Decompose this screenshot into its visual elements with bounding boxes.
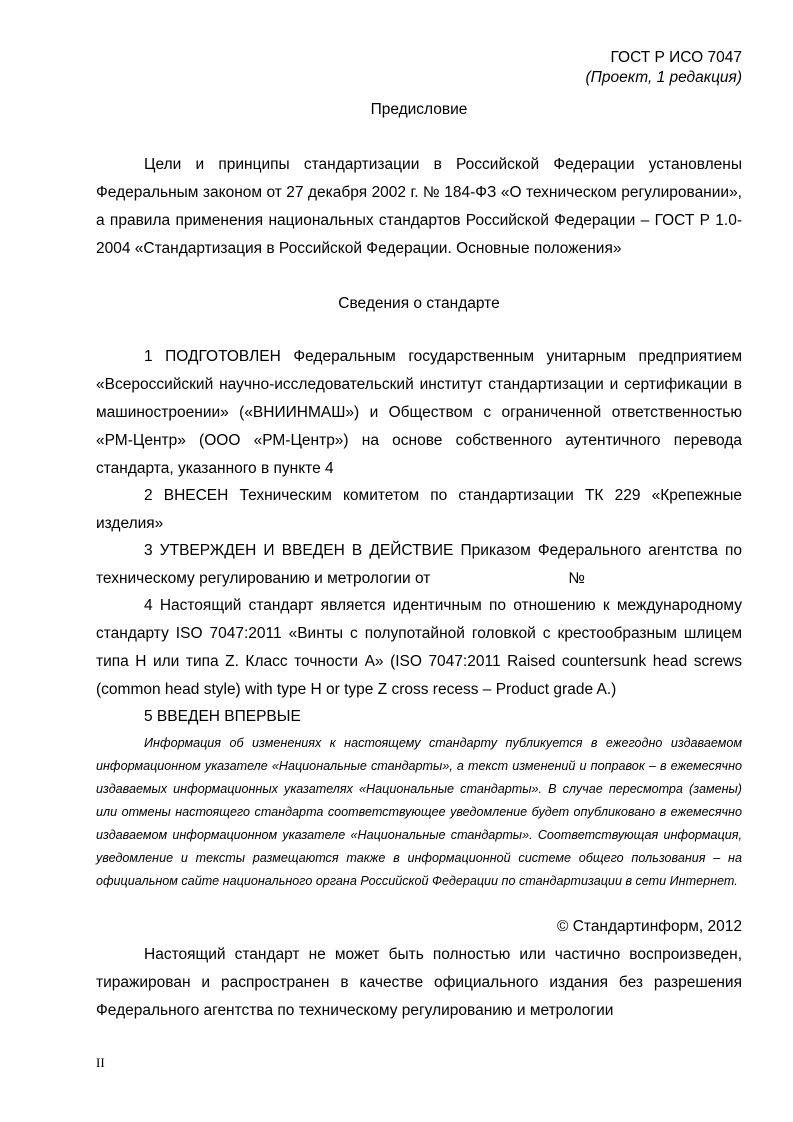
reproduction-notice: Настоящий стандарт не может быть полностью или частично воспроизведен, тиражирован и распространен в качестве официального издания без разрешения Федерального агентства по техническому регулированию и метрологии <box>96 946 742 1019</box>
foreword-title: Предисловие <box>370 101 468 118</box>
copyright-notice: © Стандартинформ, 2012 <box>556 918 742 935</box>
standard-info-title: Сведения о стандарте <box>338 295 500 312</box>
info-item-3 <box>96 537 742 593</box>
document-header <box>585 48 742 88</box>
draft-edition-note: (Проект, 1 редакция) <box>585 69 742 86</box>
info-item-2: 2 ВНЕСЕН Техническим комитетом по стандартизации ТК 229 «Крепежные изделия» <box>96 487 742 532</box>
info-item-4: 4 Настоящий стандарт является идентичным по отношению к международному стандарту ISO 7047:2011 «Винты с полупотайной головкой с крестообразным шлицем типа H или типа Z. Класс точности A» (ISO 7047:2011 Raised countersunk head screws (common head style) with type H or type Z cross recess – Product grade A.) <box>96 597 742 698</box>
standard-designation: ГОСТ Р ИСО 7047 <box>610 49 742 66</box>
info-item-1: 1 ПОДГОТОВЛЕН Федеральным государственным унитарным предприятием «Всероссийский научно-исследовательский институт стандартизации и сертификации в машиностроении» («ВНИИНМАШ») и Обществом с ограниченной ответственностью «РМ-Центр» (ООО «РМ-Центр») на основе собственного аутентичного перевода стандарта, указанного в пункте 4 <box>96 348 742 477</box>
foreword-text: Цели и принципы стандартизации в Российской Федерации установлены Федеральным законом от 27 декабря 2002 г. № 184-ФЗ «О техническом регулировании», а правила применения национальных стандартов Российской Федерации – ГОСТ Р 1.0-2004 «Стандартизация в Российской Федерации. Основные положения» <box>96 156 742 257</box>
approval-number-sign: № <box>568 570 586 587</box>
info-item-3-text: 3 УТВЕРЖДЕН И ВВЕДЕН В ДЕЙСТВИЕ Приказом Федерального агентства по техническому регулированию и метрологии от <box>96 542 742 587</box>
info-item-5: 5 ВВЕДЕН ВПЕРВЫЕ <box>144 708 301 725</box>
page-number: II <box>96 1055 105 1070</box>
document-page <box>96 0 742 1122</box>
changes-notice: Информация об изменениях к настоящему стандарту публикуется в ежегодно издаваемом информационном указателе «Национальные стандарты», а текст изменений и поправок – в ежемесячно издаваемых информационных указателях «Национальные стандарты». В случае пересмотра (замены) или отмены настоящего стандарта соответствующее уведомление будет опубликовано в ежемесячно издаваемом информационном указателе «Национальные стандарты». Соответствующая информация, уведомление и тексты размещаются также в информационной системе общего пользования – на официальном сайте национального органа Российской Федерации по стандартизации в сети Интернет. <box>96 736 742 888</box>
